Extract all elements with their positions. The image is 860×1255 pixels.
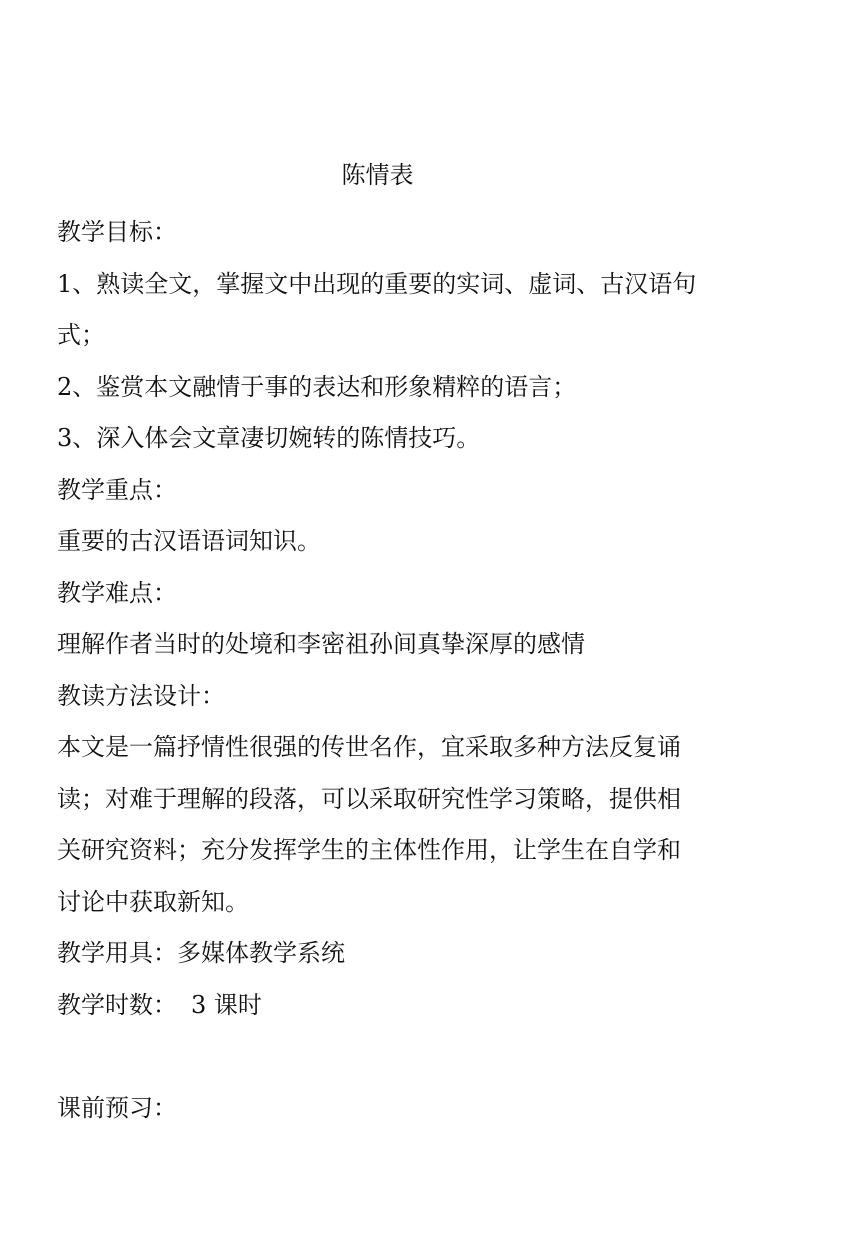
method-line: 讨论中获取新知。 — [57, 887, 249, 916]
key-points-text: 重要的古汉语语词知识。 — [57, 527, 321, 555]
objective-line: 2、鉴赏本文融情于事的表达和形象精粹的语言； — [57, 372, 577, 401]
tools-text: 教学用具：多媒体教学系统 — [57, 939, 345, 967]
document-body — [57, 207, 757, 1134]
method-heading: 教读方法设计： — [57, 681, 225, 710]
objective-line: 1、熟读全文，掌握文中出现的重要的实词、虚词、古汉语句 — [57, 269, 697, 298]
method-line: 本文是一篇抒情性很强的传世名作，宜采取多种方法反复诵 — [57, 733, 681, 761]
method-line: 读；对难于理解的段落，可以采取研究性学习策略，提供相 — [57, 784, 681, 813]
hours-label: 教学时数： — [57, 990, 177, 1019]
objectives-heading: 教学目标： — [57, 218, 177, 246]
hours-value: 3 课时 — [191, 990, 262, 1019]
objective-line: 3、深入体会文章凄切婉转的陈情技巧。 — [57, 424, 481, 452]
hours-line — [57, 980, 757, 1032]
blank-line — [57, 1031, 757, 1083]
difficulties-heading: 教学难点： — [57, 578, 177, 607]
difficulties-text: 理解作者当时的处境和李密祖孙间真挚深厚的感情 — [57, 630, 585, 658]
preview-heading: 课前预习： — [57, 1093, 177, 1122]
objective-line: 式； — [57, 321, 105, 349]
document-title: 陈情表 — [341, 161, 414, 189]
key-points-heading: 教学重点： — [57, 475, 177, 504]
method-line: 关研究资料；充分发挥学生的主体性作用，让学生在自学和 — [57, 836, 681, 864]
